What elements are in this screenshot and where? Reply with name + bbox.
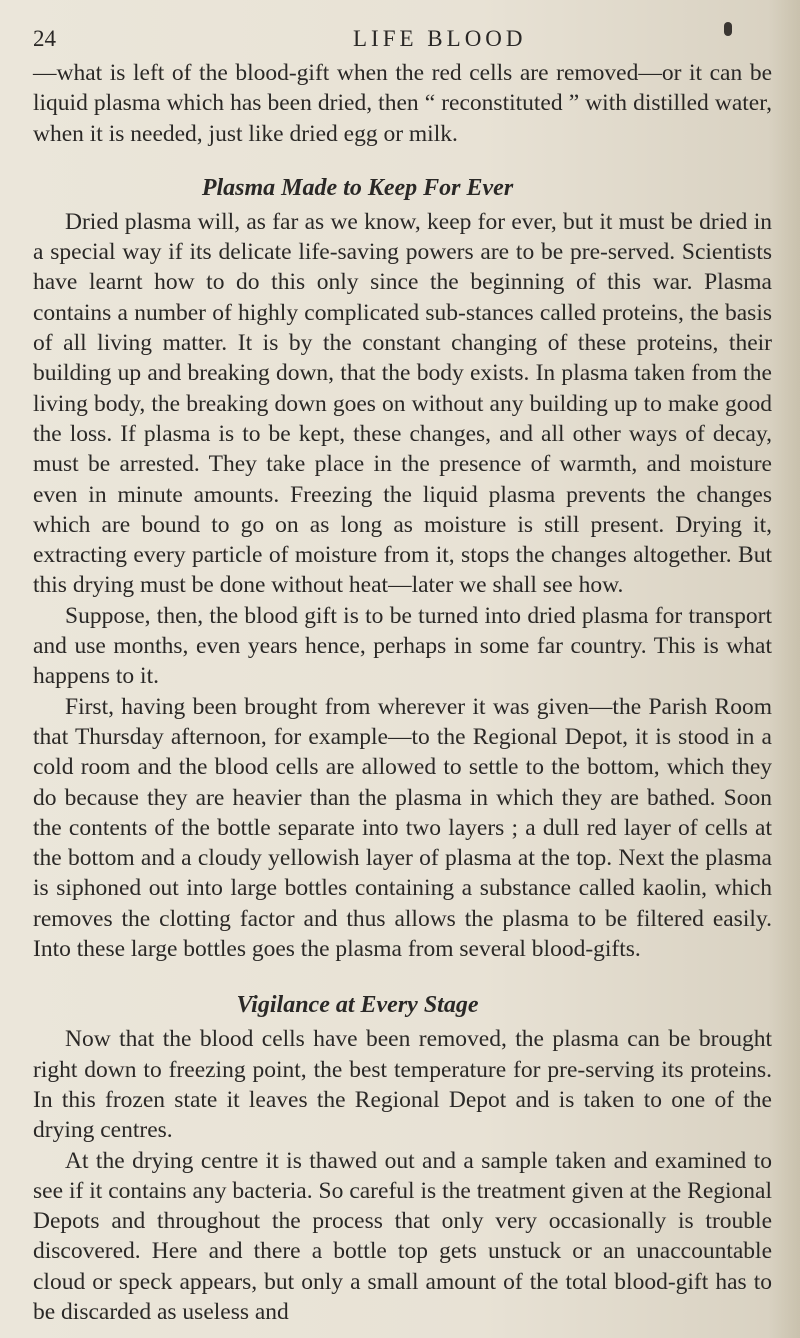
intro-paragraph: —what is left of the blood-gift when the red cells are removed—or it can be liquid plasma which has been dried, then “ reconstituted ” with distilled water, when it is needed, just like dried egg or milk. <box>33 60 772 147</box>
paragraph: First, having been brought from wherever it was given—the Parish Room that Thursday afternoon, for example—to the Regional Depot, it is stood in a cold room and the blood cells are allowed to settle to the bottom, which they do because they are heavier than the plasma in which they are bathed. Soon the contents of the bottle separate into two layers ; a dull red layer of cells at the bottom and a cloudy yellowish layer of plasma at the top. Next the plasma is siphoned out into large bottles containing a substance called kaolin, which removes the clotting factor and thus allows the plasma to be filtered easily. Into these large bottles goes the plasma from several blood-gifts. <box>33 693 772 963</box>
page-number: 24 <box>33 26 56 51</box>
paragraph: At the drying centre it is thawed out and a sample taken and examined to see if it contains any bacteria. So careful is the treatment given at the Regional Depots and throughout the process that only very occasionally is trouble discovered. Here and there a bottle top gets unstuck or an unaccountable cloud or speck appears, but only a small amount of the total blood-gift has to be discarded as useless and <box>33 1147 772 1325</box>
paragraph: Suppose, then, the blood gift is to be turned into dried plasma for transport and use months, even years hence, perhaps in some far country. This is what happens to it. <box>33 602 772 690</box>
section-heading-vigilance: Vigilance at Every Stage <box>236 992 479 1019</box>
ink-mark <box>724 22 732 36</box>
paragraph: Dried plasma will, as far as we know, keep for ever, but it must be dried in a special way if its delicate life-saving powers are to be pre-served. Scientists have learnt how to do this only since the beginning of this war. Plasma contains a number of highly complicated sub-stances called proteins, the basis of all living matter. It is by the constant changing of these proteins, their building up and breaking down, that the body exists. In plasma taken from the living body, the breaking down goes on without any building up to make good the loss. If plasma is to be kept, these changes, and all other ways of decay, must be arrested. They take place in the presence of warmth, and moisture even in minute amounts. Freezing the liquid plasma prevents the changes which are bound to go on as long as moisture is still present. Drying it, extracting every particle of moisture from it, stops the changes altogether. But this drying must be done without heat—later we shall see how. <box>33 208 772 599</box>
running-head <box>33 22 772 58</box>
body-text <box>33 58 772 1327</box>
section-heading-plasma: Plasma Made to Keep For Ever <box>201 174 514 201</box>
running-title: LIFE BLOOD <box>353 26 527 51</box>
paragraph: Now that the blood cells have been removed, the plasma can be brought right down to freezing point, the best temperature for pre-serving its proteins. In this frozen state it leaves the Regional Depot and is taken to one of the drying centres. <box>33 1026 772 1144</box>
